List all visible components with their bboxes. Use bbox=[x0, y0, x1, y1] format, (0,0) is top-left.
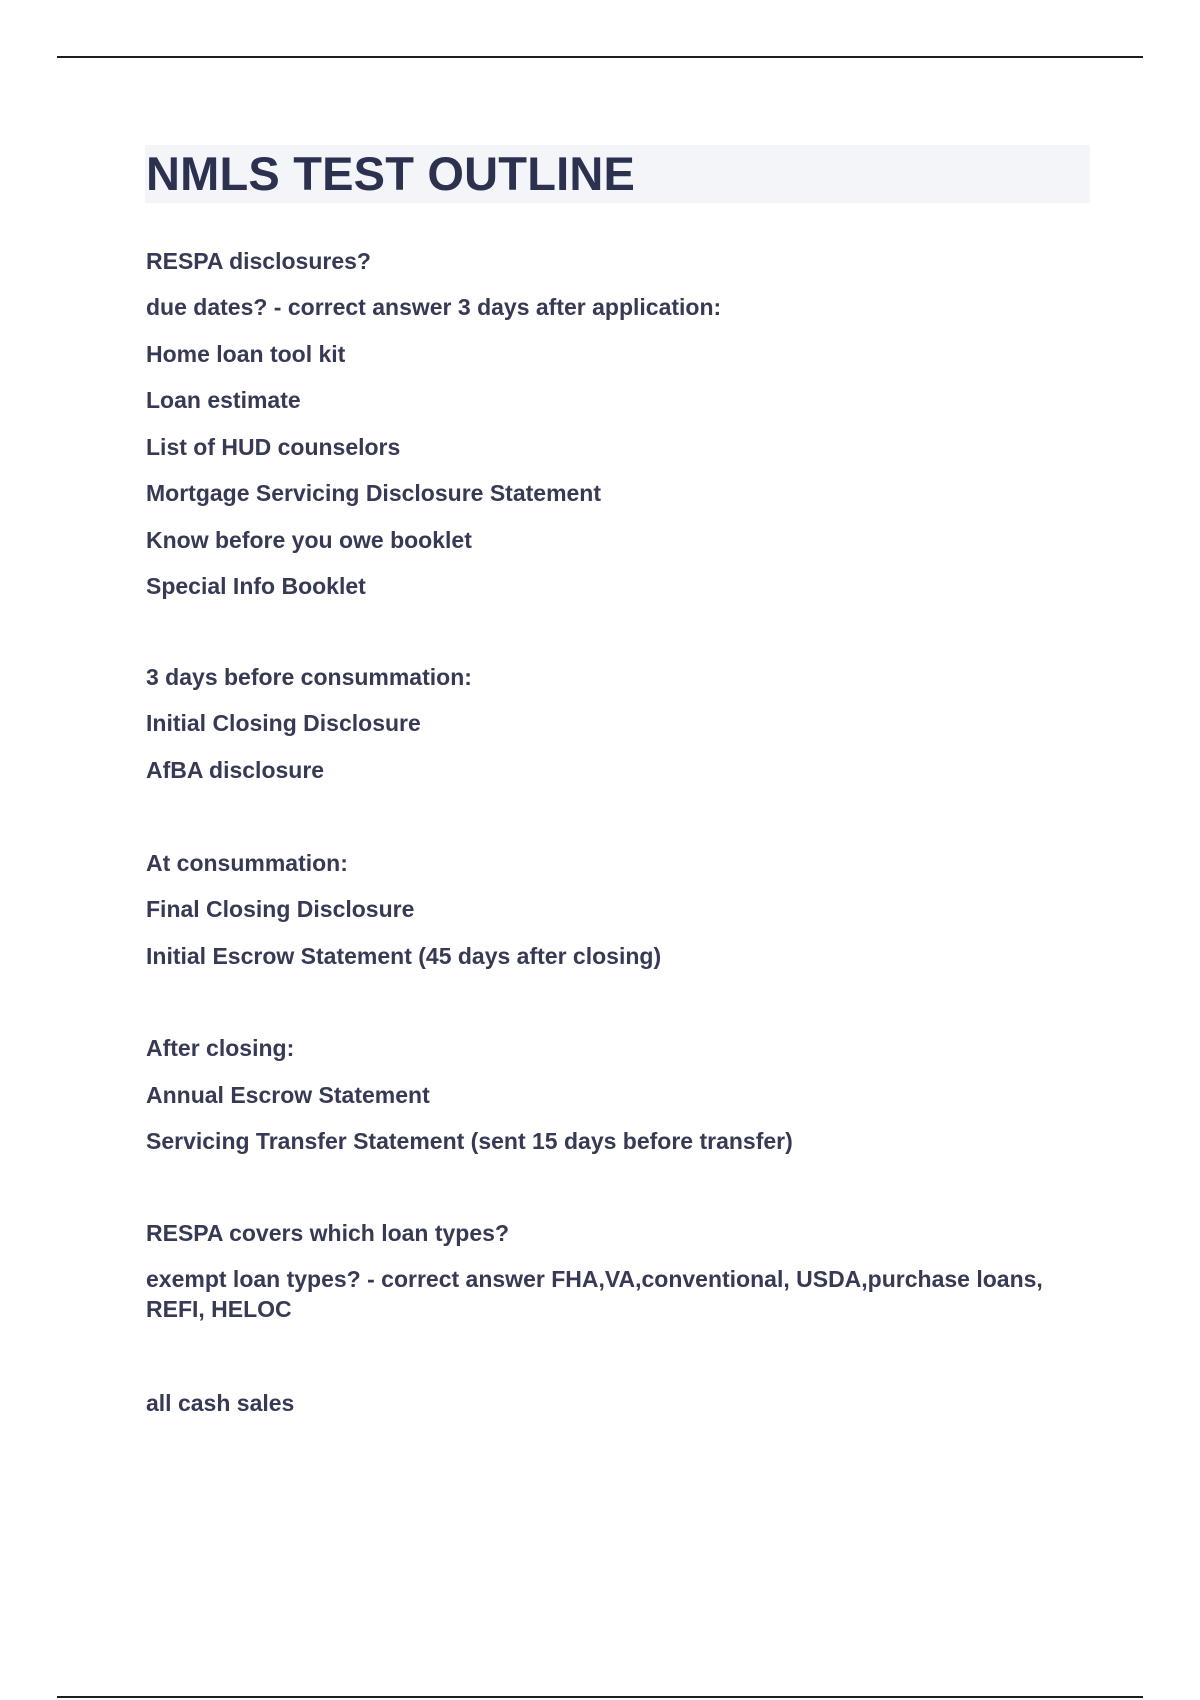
line-all-cash-sales: all cash sales bbox=[146, 1390, 295, 1416]
line-afba-disclosure: AfBA disclosure bbox=[146, 757, 325, 783]
line-initial-closing-disclosure: Initial Closing Disclosure bbox=[146, 710, 421, 736]
bottom-rule bbox=[57, 1696, 1143, 1698]
line-exempt-loan-types: exempt loan types? - correct answer FHA,VA,conventional, USDA,purchase loans, REFI, HELOC bbox=[146, 1266, 1043, 1322]
line-at-consummation: At consummation: bbox=[146, 850, 348, 876]
line-home-loan-tool-kit: Home loan tool kit bbox=[146, 341, 346, 367]
line-annual-escrow-statement: Annual Escrow Statement bbox=[146, 1082, 430, 1108]
line-due-dates: due dates? - correct answer 3 days after application: bbox=[146, 294, 722, 320]
line-initial-escrow-statement: Initial Escrow Statement (45 days after closing) bbox=[146, 943, 662, 969]
line-loan-estimate: Loan estimate bbox=[146, 387, 301, 413]
line-respa-disclosures: RESPA disclosures? bbox=[146, 248, 371, 274]
line-know-before-you-owe: Know before you owe booklet bbox=[146, 527, 472, 553]
line-before-consummation: 3 days before consummation: bbox=[146, 664, 472, 690]
line-servicing-transfer: Servicing Transfer Statement (sent 15 days before transfer) bbox=[146, 1128, 793, 1154]
line-final-closing-disclosure: Final Closing Disclosure bbox=[146, 896, 415, 922]
line-respa-loan-types: RESPA covers which loan types? bbox=[146, 1220, 509, 1246]
page-title: NMLS TEST OUTLINE bbox=[146, 147, 636, 200]
line-special-info-booklet: Special Info Booklet bbox=[146, 573, 366, 599]
line-servicing-disclosure: Mortgage Servicing Disclosure Statement bbox=[146, 480, 602, 506]
line-after-closing: After closing: bbox=[146, 1035, 295, 1061]
line-hud-counselors: List of HUD counselors bbox=[146, 434, 401, 460]
top-rule bbox=[57, 56, 1143, 58]
